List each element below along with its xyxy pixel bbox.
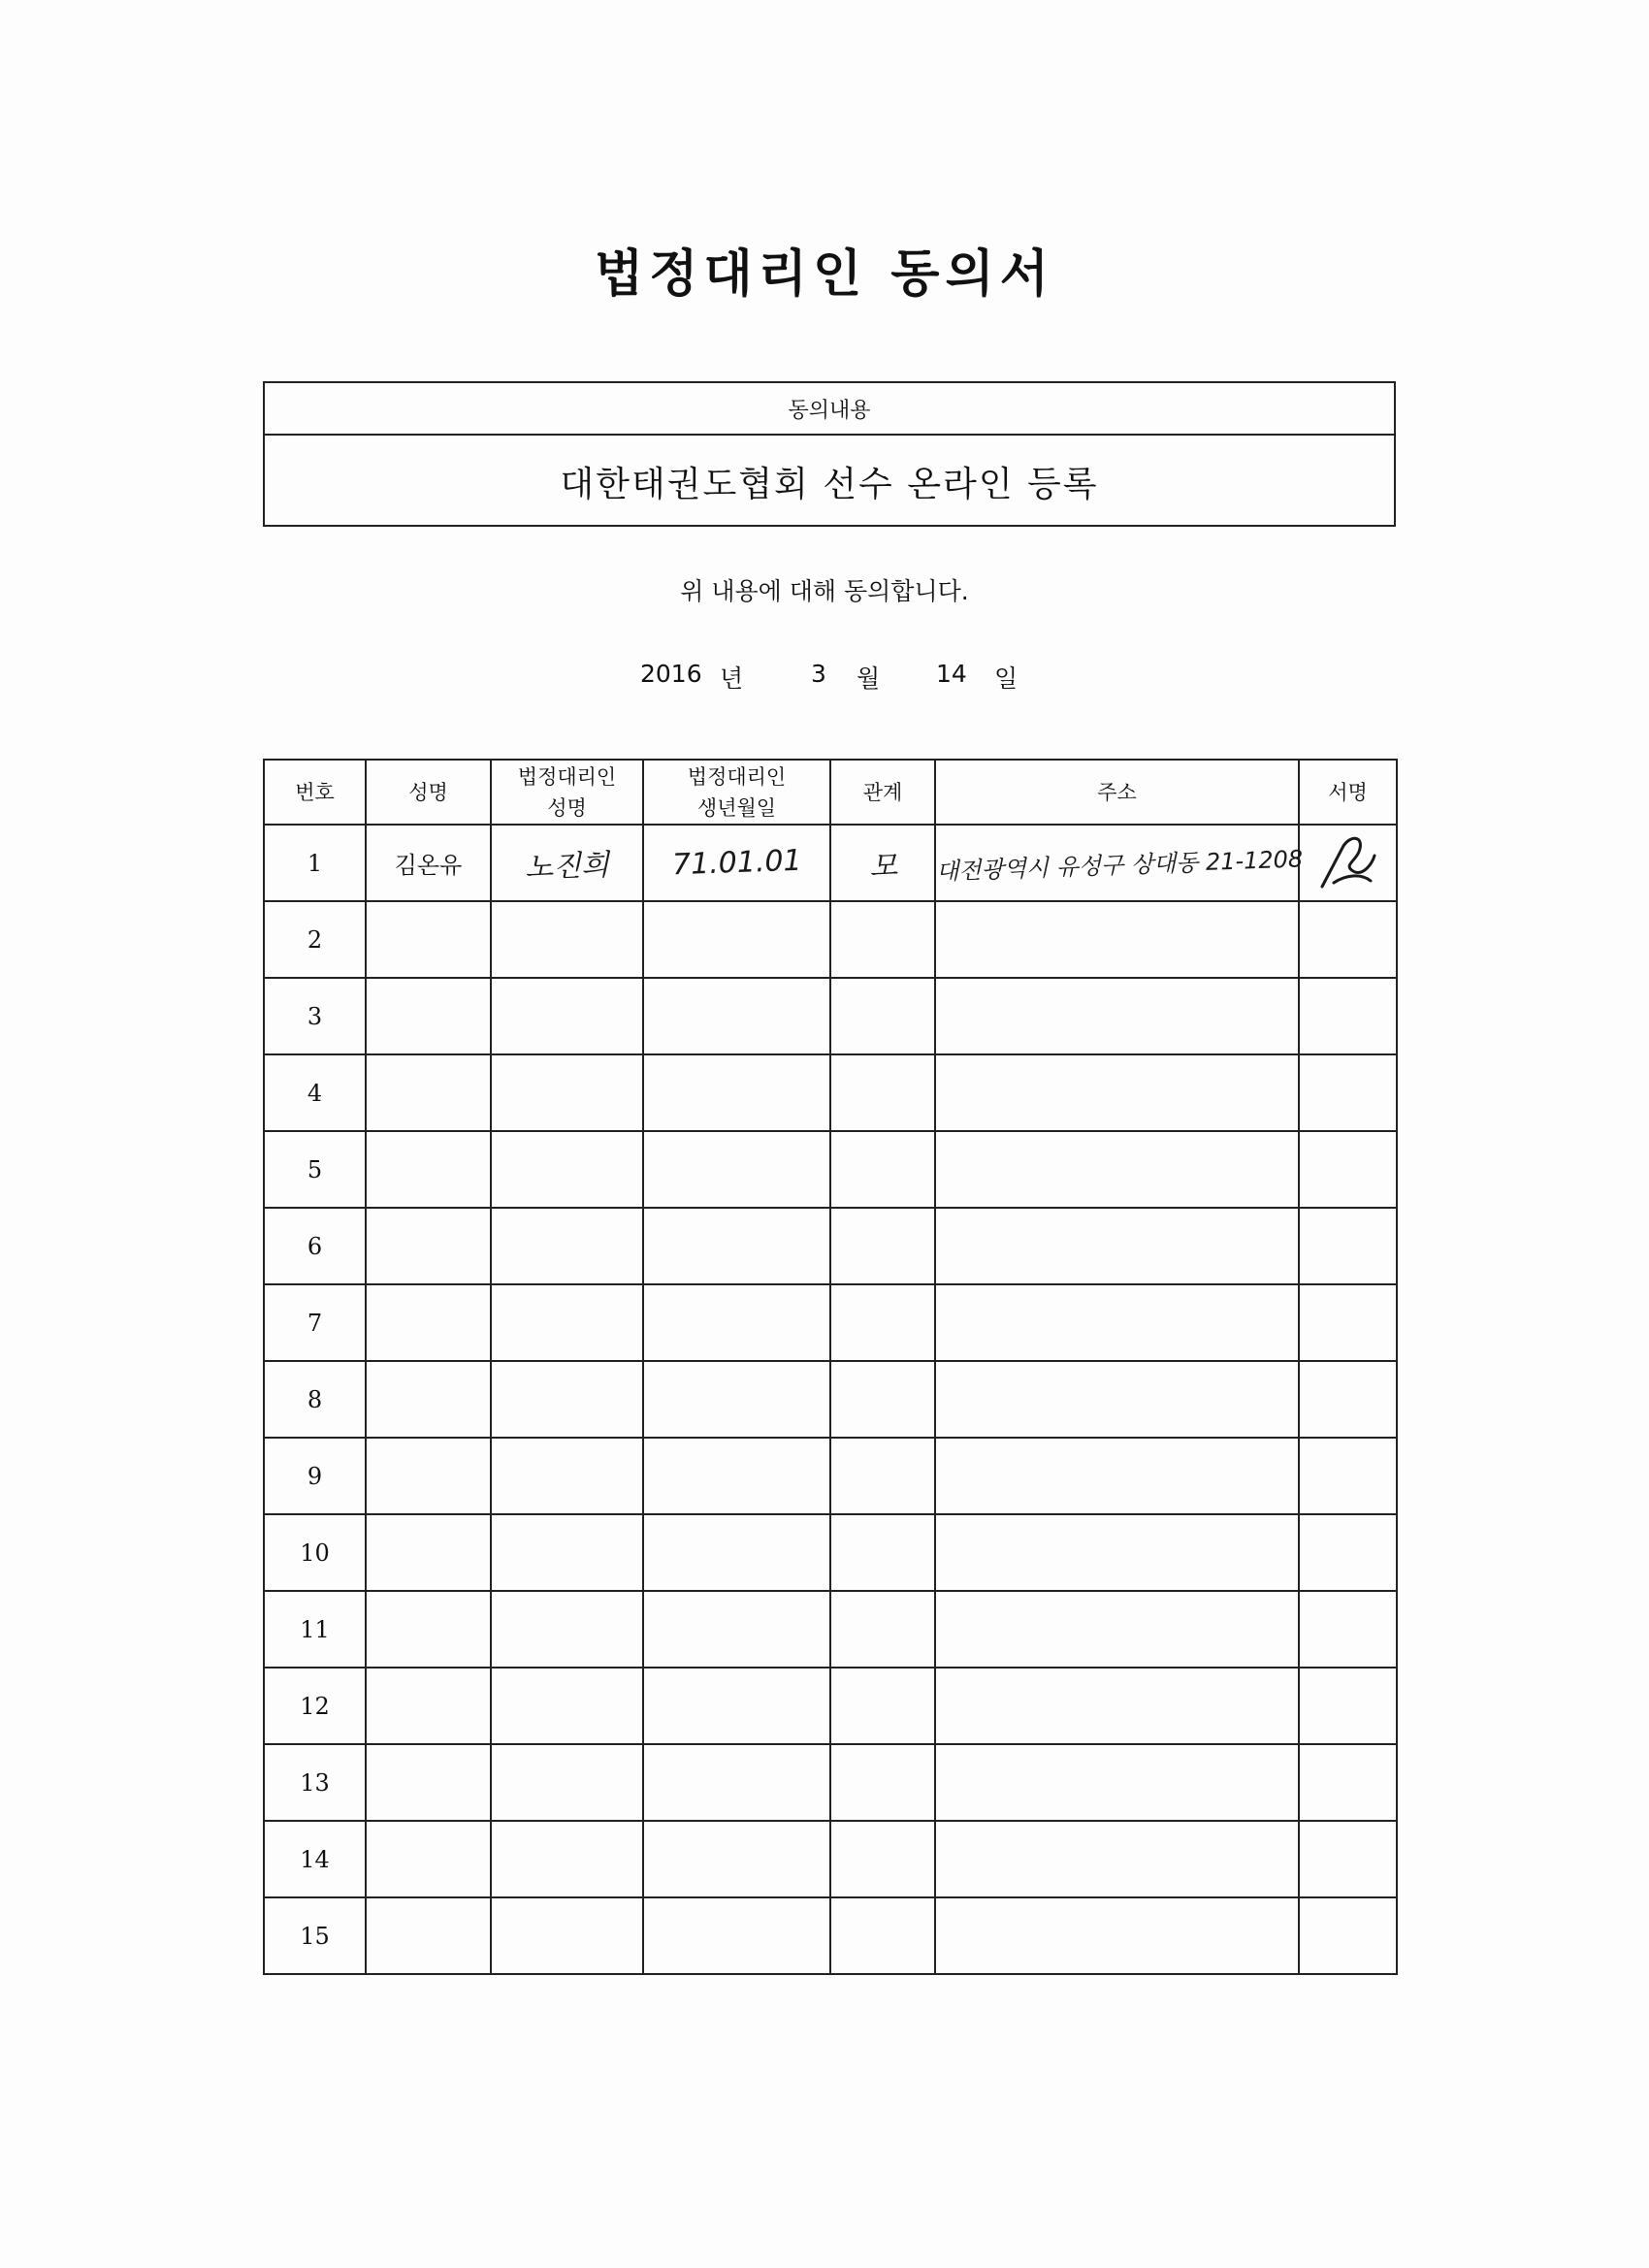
table-row [264, 1821, 1397, 1897]
page-title: 법정대리인 동의서 [595, 244, 1054, 304]
guardian-table [263, 759, 1398, 1975]
cell-guardian-birth [643, 978, 830, 1054]
cell-no: 13 [264, 1744, 366, 1821]
date-month: 3 [811, 660, 826, 688]
cell-name [366, 978, 491, 1054]
cell-guardian-name [491, 1361, 643, 1438]
cell-address [935, 1744, 1299, 1821]
cell-signature [1299, 1284, 1397, 1361]
header-no: 번호 [264, 760, 366, 825]
table-row [264, 1131, 1397, 1208]
cell-guardian-name [491, 1208, 643, 1284]
table-row [264, 1668, 1397, 1744]
cell-guardian-name [491, 901, 643, 978]
table-header-row [264, 760, 1397, 825]
cell-guardian-birth [643, 1438, 830, 1514]
table-row [264, 1208, 1397, 1284]
table-row [264, 1361, 1397, 1438]
cell-guardian-name [491, 1897, 643, 1974]
cell-guardian-birth [643, 1361, 830, 1438]
header-signature: 서명 [1299, 760, 1397, 825]
cell-address [935, 901, 1299, 978]
cell-guardian-birth [643, 1821, 830, 1897]
table-row [264, 1897, 1397, 1974]
date-year: 2016 [640, 660, 702, 688]
cell-signature [1299, 1438, 1397, 1514]
handwritten-relation: 모 [868, 849, 898, 884]
agree-statement: 위 내용에 대해 동의합니다. [680, 577, 969, 605]
cell-signature [1299, 1744, 1397, 1821]
cell-relation [830, 1208, 935, 1284]
cell-relation [830, 1591, 935, 1668]
header-guardian-name [491, 760, 643, 825]
cell-no: 1 [264, 825, 366, 901]
cell-guardian-name [491, 1438, 643, 1514]
cell-name [366, 1744, 491, 1821]
cell-address [935, 825, 1304, 901]
cell-guardian-name [491, 1668, 643, 1744]
cell-signature [1299, 901, 1397, 978]
cell-guardian-birth [643, 825, 830, 901]
header-name: 성명 [366, 760, 491, 825]
table-row [264, 1591, 1397, 1668]
header-guardian-name-line1: 법정대리인 [517, 764, 617, 789]
cell-address [935, 1438, 1299, 1514]
cell-address [935, 1054, 1299, 1131]
cell-address [935, 1284, 1299, 1361]
cell-relation [830, 1821, 935, 1897]
handwritten-guardian-name: 노진희 [524, 847, 610, 886]
cell-guardian-birth [643, 1897, 830, 1974]
cell-guardian-name [491, 1054, 643, 1131]
header-relation: 관계 [830, 760, 935, 825]
table-row [264, 1438, 1397, 1514]
cell-no: 14 [264, 1821, 366, 1897]
cell-relation [830, 1284, 935, 1361]
cell-name [366, 1438, 491, 1514]
cell-guardian-birth [643, 1591, 830, 1668]
cell-signature [1299, 1361, 1397, 1438]
cell-guardian-birth [643, 1054, 830, 1131]
cell-no: 9 [264, 1438, 366, 1514]
cell-guardian-name [491, 1131, 643, 1208]
cell-no: 15 [264, 1897, 366, 1974]
cell-guardian-name [491, 978, 643, 1054]
cell-signature [1299, 1668, 1397, 1744]
handwritten-guardian-birth: 71.01.01 [671, 843, 802, 883]
header-guardian-birth [643, 760, 830, 825]
cell-no: 3 [264, 978, 366, 1054]
cell-name [366, 1821, 491, 1897]
header-guardian-name-line2: 성명 [547, 795, 587, 820]
consent-content: 대한태권도협회 선수 온라인 등록 [560, 464, 1099, 504]
cell-address [935, 1821, 1299, 1897]
cell-no: 4 [264, 1054, 366, 1131]
cell-guardian-name [491, 1284, 643, 1361]
cell-no: 6 [264, 1208, 366, 1284]
cell-guardian-birth [643, 1744, 830, 1821]
cell-signature [1299, 825, 1397, 901]
cell-name [366, 1668, 491, 1744]
cell-relation [830, 825, 935, 901]
cell-relation [830, 1514, 935, 1591]
cell-name [366, 1514, 491, 1591]
cell-relation [830, 1668, 935, 1744]
table-row [264, 978, 1397, 1054]
cell-signature [1299, 1591, 1397, 1668]
cell-guardian-birth [643, 1514, 830, 1591]
cell-name: 김온유 [366, 825, 491, 901]
cell-relation [830, 978, 935, 1054]
cell-address [935, 1208, 1299, 1284]
date-year-label: 년 [720, 664, 744, 693]
cell-guardian-birth [643, 1668, 830, 1744]
header-guardian-birth-line1: 법정대리인 [687, 764, 787, 789]
table-row [264, 825, 1397, 901]
date-day: 14 [936, 660, 967, 688]
cell-no: 7 [264, 1284, 366, 1361]
cell-relation [830, 1361, 935, 1438]
cell-guardian-name [491, 1821, 643, 1897]
cell-signature [1299, 978, 1397, 1054]
cell-relation [830, 1131, 935, 1208]
cell-guardian-name [491, 825, 643, 901]
cell-no: 10 [264, 1514, 366, 1591]
cell-name [366, 1897, 491, 1974]
table-row [264, 901, 1397, 978]
cell-no: 8 [264, 1361, 366, 1438]
cell-signature [1299, 1054, 1397, 1131]
handwritten-address: 대전광역시 유성구 상대동 21-1208 [935, 845, 1304, 886]
table-row [264, 1054, 1397, 1131]
cell-relation [830, 1438, 935, 1514]
table-row [264, 1514, 1397, 1591]
cell-signature [1299, 1514, 1397, 1591]
cell-address [935, 1668, 1299, 1744]
date-month-label: 월 [857, 664, 881, 693]
cell-relation [830, 1054, 935, 1131]
cell-address [935, 1131, 1299, 1208]
cell-name [366, 1208, 491, 1284]
cell-relation [830, 1744, 935, 1821]
cell-signature [1299, 1897, 1397, 1974]
table-row [264, 1744, 1397, 1821]
header-address: 주소 [935, 760, 1299, 825]
cell-signature [1299, 1208, 1397, 1284]
date-day-label: 일 [994, 664, 1018, 693]
cell-name [366, 1591, 491, 1668]
cell-guardian-birth [643, 1131, 830, 1208]
cell-address [935, 1897, 1299, 1974]
consent-header: 동의내용 [265, 383, 1394, 436]
cell-guardian-birth [643, 901, 830, 978]
cell-address [935, 1591, 1299, 1668]
cell-relation [830, 1897, 935, 1974]
header-guardian-birth-line2: 생년월일 [696, 795, 777, 820]
cell-signature [1299, 1821, 1397, 1897]
cell-name [366, 1361, 491, 1438]
table-row [264, 1284, 1397, 1361]
cell-no: 2 [264, 901, 366, 978]
cell-guardian-birth [643, 1284, 830, 1361]
cell-address [935, 978, 1299, 1054]
cell-name [366, 1054, 491, 1131]
cell-name [366, 1131, 491, 1208]
cell-guardian-name [491, 1591, 643, 1668]
consent-box [263, 381, 1396, 527]
cell-relation [830, 901, 935, 978]
cell-no: 12 [264, 1668, 366, 1744]
handwritten-signature-icon [1314, 826, 1382, 894]
cell-name [366, 901, 491, 978]
cell-name [366, 1284, 491, 1361]
cell-address [935, 1514, 1299, 1591]
cell-guardian-name [491, 1514, 643, 1591]
cell-no: 5 [264, 1131, 366, 1208]
cell-guardian-name [491, 1744, 643, 1821]
cell-signature [1299, 1131, 1397, 1208]
cell-no: 11 [264, 1591, 366, 1668]
cell-address [935, 1361, 1299, 1438]
cell-guardian-birth [643, 1208, 830, 1284]
